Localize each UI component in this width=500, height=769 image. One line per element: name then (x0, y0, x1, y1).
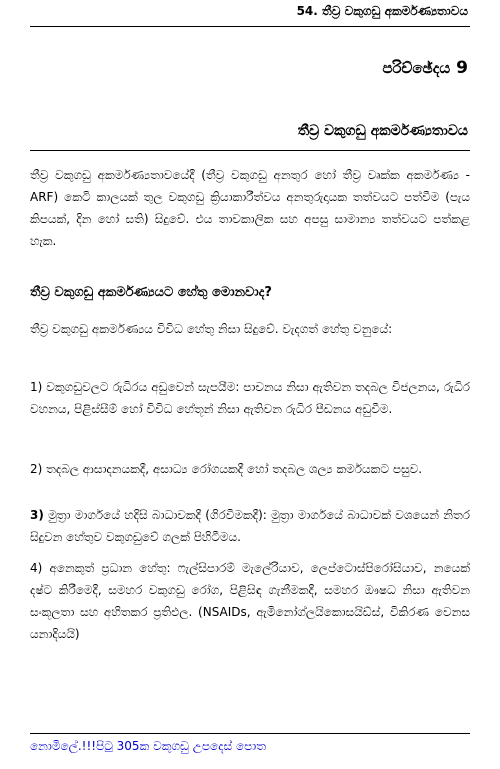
cause-item-number: 1) (30, 380, 43, 394)
cause-item-number: 2) (30, 462, 43, 476)
causes-heading: තීව්‍ර වකුගඩු අකර්මණ්‍යයට හේතු මොනවාද? (30, 285, 272, 300)
chapter-title: තීව්‍ර වකුගඩු අකර්මණ්‍යතාවය (297, 123, 468, 139)
footer-rule (30, 733, 470, 734)
intro-paragraph: තීව්‍ර වකුගඩු අකර්මණ්‍යතාවයේදී (තීව්‍ර වකුගඩු අනතුර හෝ තීව්‍ර වෘක්ක අකර්මණ්‍ය - ARF) කෙටි කාලයක් තුල වකුගඩු ක්‍රියාකාරීත්වය අනතුරුදායක තත්වයට පත්වීම (පැය කිපයක්, දින හෝ සති) සිදුවේ. එය තාවකාලික සහ අපසු සාමාන්‍ය තත්වයට පත්කළ හැක. (30, 168, 470, 248)
chapter-label (382, 58, 468, 78)
cause-item-text: අනෙකුත් ප්‍රධාන හේතු: ෆැල්සිපාරම් මැලේරියාව, ලෙප්ටොස්පිරෝසියාව, නයෙක් දෂ්ට කිරීමෙදී, සමහර වකුගඩු රෝග, පිළිසිඳ ගැනීමකදී, සමහර ඖෂධ නිසා ඇතිවන සංකූලතා සහ අහිතකර ප්‍රතිඵල. (NSAIDs, ඇමිනෝග්ලයිකොසයිඩ්ස්, විකිරණ වෙනස යනාදියයි) (30, 561, 470, 641)
footer-text: නොමිලේ.!!!පිටු 305ක වකුගඩු උපදෙස් පොත (30, 739, 266, 753)
cause-item-number: 4) (30, 561, 43, 575)
header-rule (30, 26, 470, 27)
cause-item-text: මුත්‍රා මාර්ගයේ හදිසි බාධාවකදී (ගිරවීමකදී): මුත්‍රා මාර්ගයේ බාධාවක් වශයෙන් නිතර සිදුවන හේතුව වකුගඩුවේ ගලක් පිහිටීමය. (30, 508, 470, 544)
chapter-label-text: පරිච්ඡේදය (382, 59, 451, 77)
cause-item-text: වකුගඩුවලට රුධිරය අඩුවෙන් සැපයීම: පාචනය නිසා ඇතිවන තදබල විජලනය, රුධිර වහනය, පිළිස්සීම් හෝ විවිධ හේතූන් නිසා ඇතිවන රුධිර පීඩනය අඩුවීම. (30, 380, 470, 416)
chapter-number: 9 (456, 58, 468, 78)
causes-intro-paragraph: තීව්‍ර වකුගඩු අකර්මණ්‍යය විවිධ හේතු නිසා සිදුවේ. වැදගත් හේතු වනුයේ: (30, 322, 393, 336)
title-rule (30, 150, 470, 151)
cause-item-text: තදබල ආසාදනයකදී, අසාධ්‍ය රෝගයකදී හෝ තදබල ශල්‍ය කර්මයකට පසුව. (46, 462, 423, 476)
cause-item-2 (30, 458, 470, 480)
cause-item-4 (30, 557, 470, 645)
cause-item-1 (30, 376, 470, 420)
cause-item-number: 3) (30, 508, 44, 522)
cause-item-3 (30, 504, 470, 548)
running-header: 54. තීව්‍ර වකුගඩු අකර්මණ්‍යතාවය (296, 4, 468, 18)
